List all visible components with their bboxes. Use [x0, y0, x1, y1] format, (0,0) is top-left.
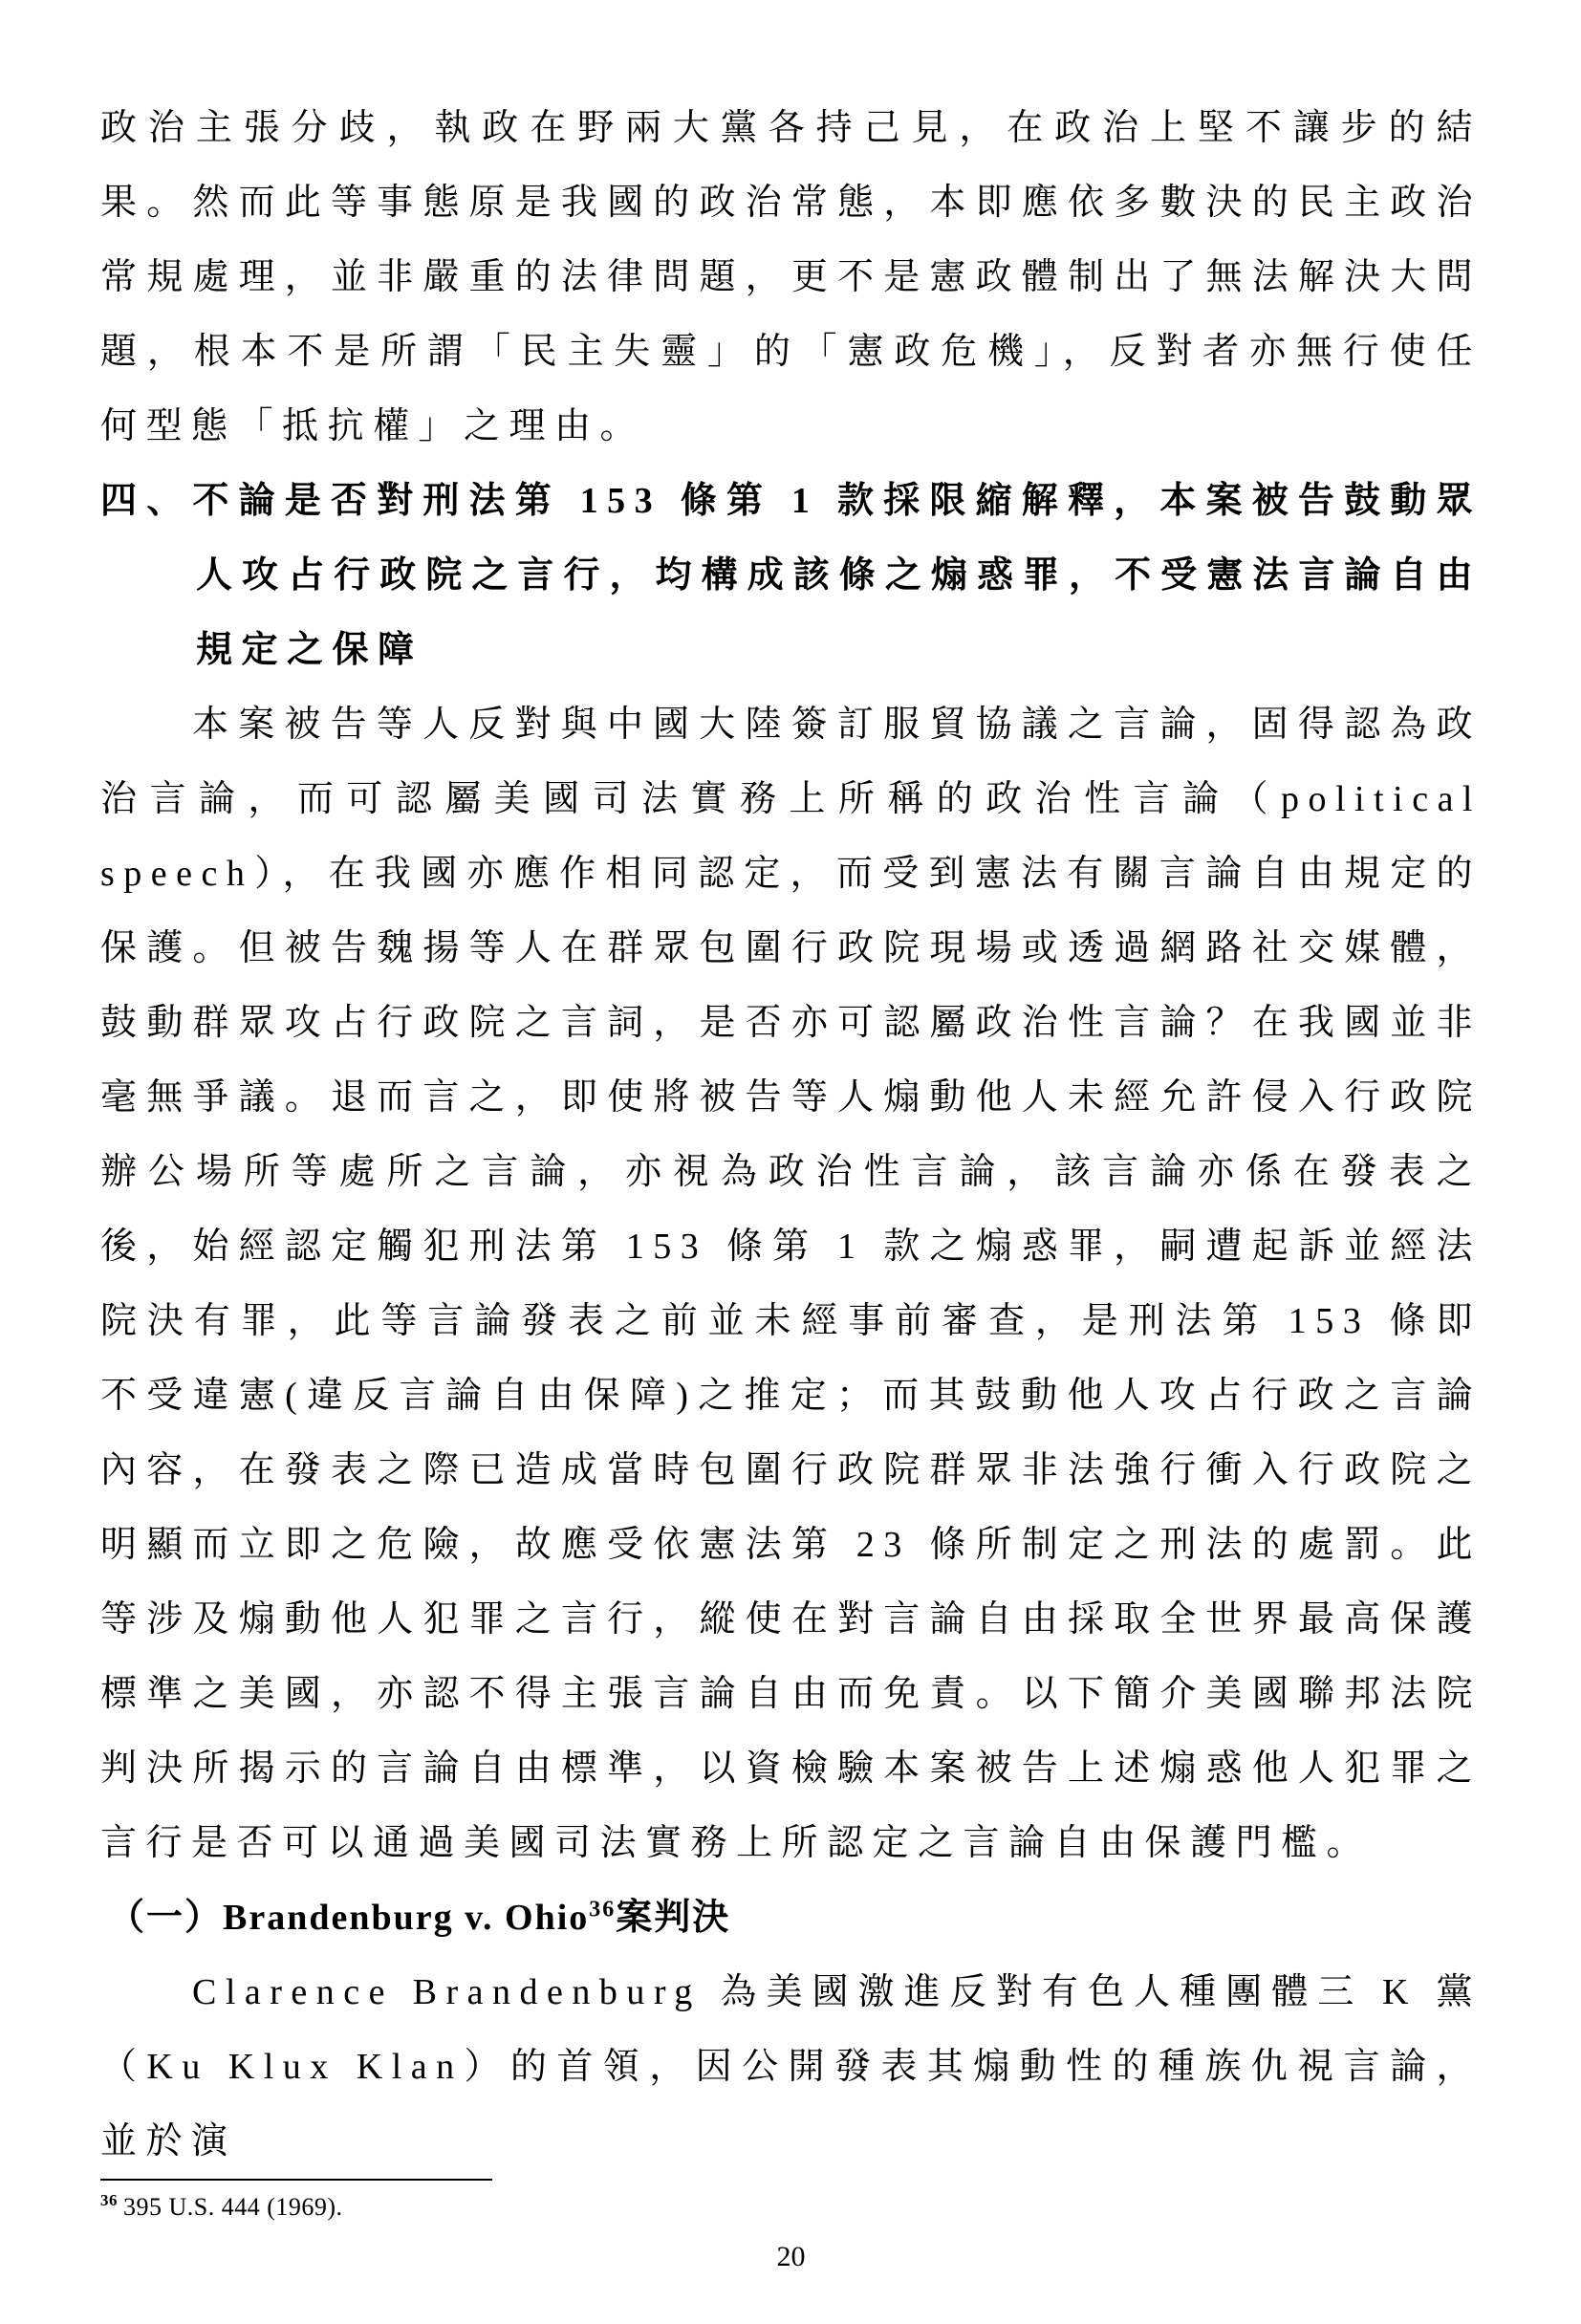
subheading-suffix: 案判決: [616, 1898, 731, 1938]
page-body: [100, 91, 1482, 2179]
page-number: 20: [776, 2241, 806, 2272]
footnote-36: [100, 2190, 1482, 2225]
section-heading-4: 四、不論是否對刑法第 153 條第 1 款採限縮解釋，本案被告鼓動眾人攻占行政院之言行，均構成該條之煽惑罪，不受憲法言論自由規定之保障: [100, 481, 1482, 670]
subsection-heading-brandenburg: [100, 1880, 1482, 1955]
footnote-citation: 395 U.S. 444 (1969).: [123, 2193, 343, 2221]
footnote-reference-36: 36: [589, 1897, 617, 1922]
paragraph-body-3: Clarence Brandenburg 為美國激進反對有色人種團體三 K 黨（Ku Klux Klan）的首領，因公開發表其煽動性的種族仇視言論，並於演: [100, 1972, 1482, 2161]
paragraph-continued-from-previous-page: 政治主張分歧，執政在野兩大黨各持己見，在政治上堅不讓步的結果。然而此等事態原是我國的政治常態，本即應依多數決的民主政治常規處理，並非嚴重的法律問題，更不是憲政體制出了無法解決大問題，根本不是所謂「民主失靈」的「憲政危機」，反對者亦無行使任何型態「抵抗權」之理由。: [100, 108, 1482, 446]
subheading-prefix: （一）Brandenburg v. Ohio: [108, 1898, 590, 1938]
footnote-number: 36: [100, 2191, 118, 2210]
paragraph-body-2: 本案被告等人反對與中國大陸簽訂服貿協議之言論，固得認為政治言論，而可認屬美國司法實務上所稱的政治性言論（political speech），在我國亦應作相同認定，而受到憲法有關言論自由規定的保護。但被告魏揚等人在群眾包圍行政院現場或透過網路社交媒體，鼓動群眾攻占行政院之言詞，是否亦可認屬政治性言論？在我國並非毫無爭議。退而言之，即使將被告等人煽動他人未經允許侵入行政院辦公場所等處所之言論，亦視為政治性言論，該言論亦係在發表之後，始經認定觸犯刑法第 153 條第 1 款之煽惑罪，嗣遭起訴並經法院決有罪，此等言論發表之前並未經事前審查，是刑法第 153 條即不受違憲(違反言論自由保障)之推定；而其鼓動他人攻占行政之言論內容，在發表之際已造成當時包圍行政院群眾非法強行衝入行政院之明顯而立即之危險，故應受依憲法第 23 條所制定之刑法的處罰。此等涉及煽動他人犯罪之言行，縱使在對言論自由採取全世界最高保護標準之美國，亦認不得主張言論自由而免責。以下簡介美國聯邦法院判決所揭示的言論自由標準，以資檢驗本案被告上述煽惑他人犯罪之言行是否可以通過美國司法實務上所認定之言論自由保護門檻。: [100, 705, 1482, 1863]
footnote-separator-rule: [100, 2179, 492, 2181]
page-footer: [100, 2179, 1482, 2324]
